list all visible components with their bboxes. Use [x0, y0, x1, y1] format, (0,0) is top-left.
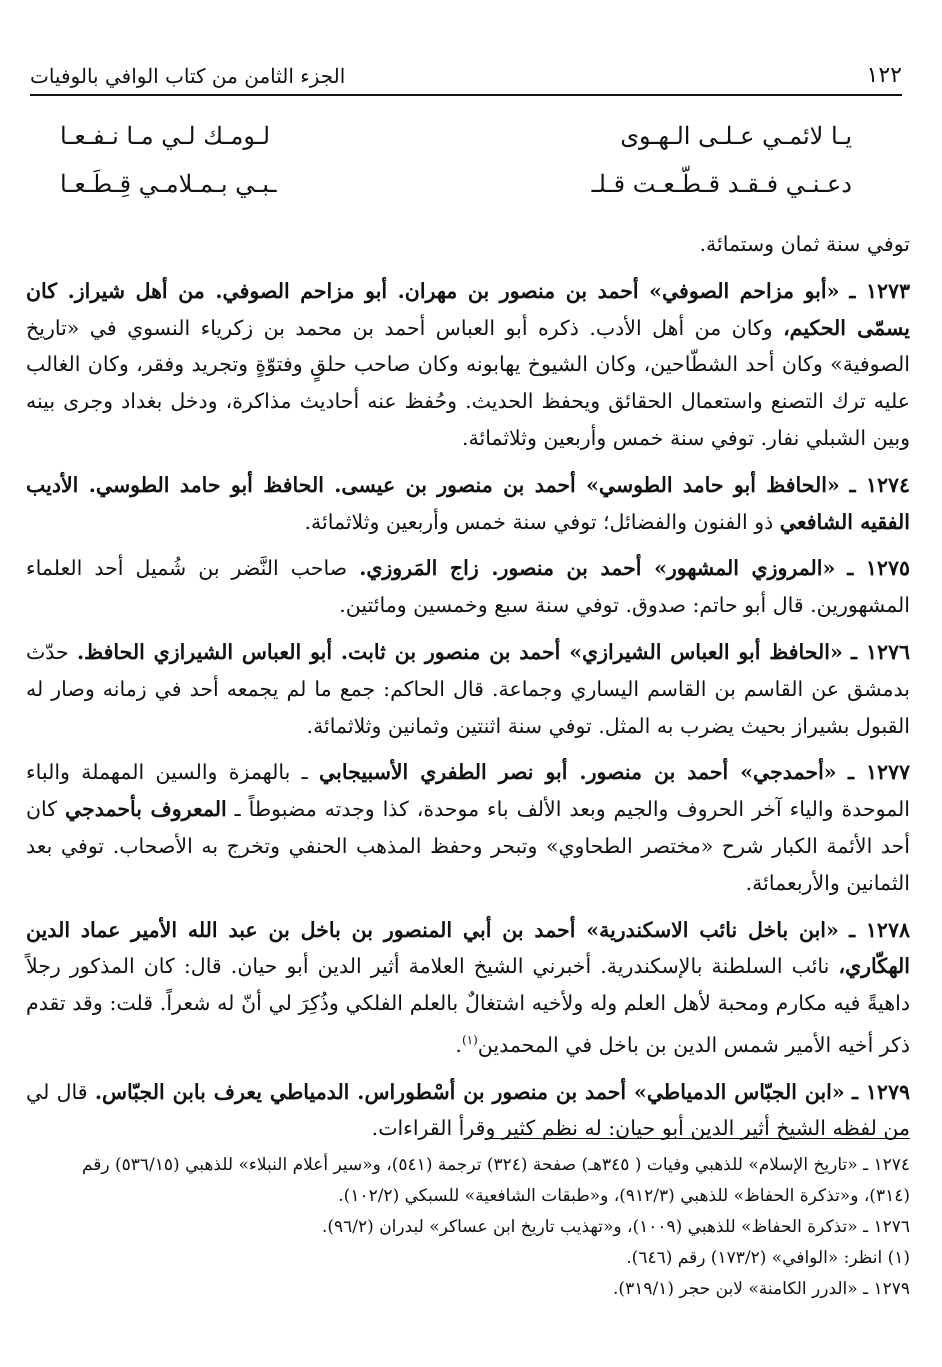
footnotes: [40, 1150, 910, 1305]
entry-text: صاحب النَّضر بن شُميل أحد العلماء المشهورين. قال أبو حاتم: صدوق. توفي سنة سبع وخمسين ومائتين.: [26, 556, 910, 618]
entry-text-continued: كان أحد الأئمة الكبار شرح «مختصر الطحاوي» وتبحر وحفظ المذهب الحنفي وتخرج به الأصحاب. توفي بعد الثمانين والأربعمائة.: [26, 797, 910, 895]
biography-entry: [26, 273, 910, 457]
entry-heading: «أحمدجي» أحمد بن منصور. أبو نصر الطفري الأسبيجابي: [319, 760, 837, 785]
entry-heading: «ابن الجبّاس الدمياطي» أحمد بن منصور بن أسْطوراس. الدمياطي يعرف بابن الجبّاس.: [94, 1079, 845, 1104]
biography-entry: [26, 754, 910, 901]
footnote: ١٢٧٦ ـ «تذكرة الحفاظ» للذهبي (١٠٠٩)، و«تهذيب تاريخ ابن عساكر» لبدران (٩٦/٢).: [321, 1217, 910, 1237]
footnote: ١٢٧٩ ـ «الدرر الكامنة» لابن حجر (٣١٩/١).: [613, 1279, 910, 1299]
entry-text: ـ بالهمزة والسين المهملة والباء الموحدة والياء آخر الحروف والجيم وبعد الألف باء موحدة، كذا وجدته مضبوطاً ـ: [26, 760, 910, 822]
page-number: ١٢٢: [866, 63, 902, 88]
entry-heading: «أبو مزاحم الصوفي» أحمد بن منصور بن مهران. أبو مزاحم الصوفي. من أهل شيراز. كان يسمّى الحكيم،: [26, 278, 911, 340]
footnote: ١٢٧٤ ـ «تاريخ الإسلام» للذهبي وفيات ( ٣٤٥هـ) صفحة (٣٢٤) ترجمة (٥٤١)، و«سير أعلام النبلاء» للذهبي (٥٣٦/١٥) رقم (٣١٤)، و«تذكرة الحفاظ» للذهبي (٩١٢/٣)، و«طبقات الشافعية» للسبكي (١٠٢/٢).: [81, 1155, 910, 1206]
entry-text-end: .: [455, 1032, 462, 1057]
biography-entry: [26, 912, 910, 1064]
entry-text: ذو الفنون والفضائل؛ توفي سنة خمس وأربعين وثلاثمائة.: [304, 509, 780, 534]
biography-entry: [26, 1074, 910, 1148]
footnote-marker: (١): [461, 1032, 478, 1047]
entry-text: وكان من أهل الأدب. ذكره أبو العباس أحمد بن محمد بن زكرياء النسوي في «تاريخ الصوفية» وكان أحد الشطّاحين، وكان الشيوخ يهابونه وكان صاحب حلقٍ وفتوّةٍ وتجريد وفقر، وكان الغالب عليه ترك التصنع واستعمال الحقائق ويحفظ الحديث. وحُفظ عنه أحاديث مذاكرة، ودخل بغداد وجرى بينه وبين الشبلي نفار. توفي سنة خمس وأربعين وثلاثمائة.: [26, 315, 910, 450]
biography-entry: [26, 634, 910, 744]
entry-number: ١٢٧٣ ـ: [849, 278, 910, 303]
entry-number: ١٢٧٤ ـ: [849, 472, 910, 497]
entry-heading: «ابن باخل نائب الاسكندرية» أحمد بن أبي المنصور بن باخل بن عبد الله الأمير عماد الدين الهكّاري،: [26, 917, 910, 979]
verse-second-hemistich: لـومـك لـي مـا نـفـعـا: [60, 122, 271, 150]
main-text: [26, 226, 910, 1147]
footnote-divider: [485, 1138, 910, 1139]
entry-heading: «الحافظ أبو حامد الطوسي» أحمد بن منصور بن عيسى. الحافظ أبو حامد الطوسي. الأديب الفقيه الشافعي: [26, 472, 910, 534]
entry-number: ١٢٧٦ ـ: [851, 639, 910, 664]
biography-entry: [26, 467, 910, 541]
entry-heading: «الحافظ أبو العباس الشيرازي» أحمد بن منصور بن ثابت. أبو العباس الشيرازي الحافظ.: [76, 639, 843, 664]
entry-text: قال لي من لفظه الشيخ أثير الدين أبو حيان: له نظم كثير وقرأ القراءات.: [26, 1079, 910, 1141]
entry-heading-secondary: المعروف بأحمدجي: [65, 797, 227, 822]
verse-second-hemistich: ـبـي بـمـلامـي قِـطَـعـا: [60, 170, 277, 198]
entry-text: حدّث بدمشق عن القاسم بن القاسم اليساري وجماعة. قال الحاكم: جمع ما لم يجمعه أحد في زمانه وصار له القبول بشيراز بحيث يضرب به المثل. توفي سنة اثنتين وثمانين وثلاثمائة.: [26, 639, 910, 738]
entry-heading: «المروزي المشهور» أحمد بن منصور. زاج المَروزي.: [359, 556, 836, 581]
verse-first-hemistich: دعـنـي فـقـد قـطّـعـت قـلـ: [591, 170, 852, 198]
page-header: [30, 56, 902, 96]
entry-number: ١٢٧٨ ـ: [849, 917, 910, 942]
intro-line: توفي سنة ثمان وستمائة.: [699, 232, 910, 256]
entry-number: ١٢٧٥ ـ: [847, 556, 910, 581]
footnote: (١) انظر: «الوافي» (١٧٣/٢) رقم (٦٤٦).: [626, 1248, 910, 1268]
biography-entry: [26, 550, 910, 624]
running-title: الجزء الثامن من كتاب الوافي بالوفيات: [30, 64, 346, 88]
entry-text: نائب السلطنة بالإسكندرية. أخبرني الشيخ العلامة أثير الدين أبو حيان. قال: كان المذكور رجلاً داهيةً فيه مكارم ومحبة لأهل العلم وله ولأخيه اشتغالٌ بالعلم الفلكي وذُكِرَ لي أنّ له شعراً. قلت: وقد تقدم ذكر أخيه الأمير شمس الدين بن باخل في المحمدين: [26, 954, 910, 1057]
verse-first-hemistich: يـا لائمـي عـلـى الـهـوى: [620, 122, 852, 150]
entry-number: ١٢٧٩ ـ: [851, 1079, 910, 1104]
entry-number: ١٢٧٧ ـ: [847, 760, 910, 785]
